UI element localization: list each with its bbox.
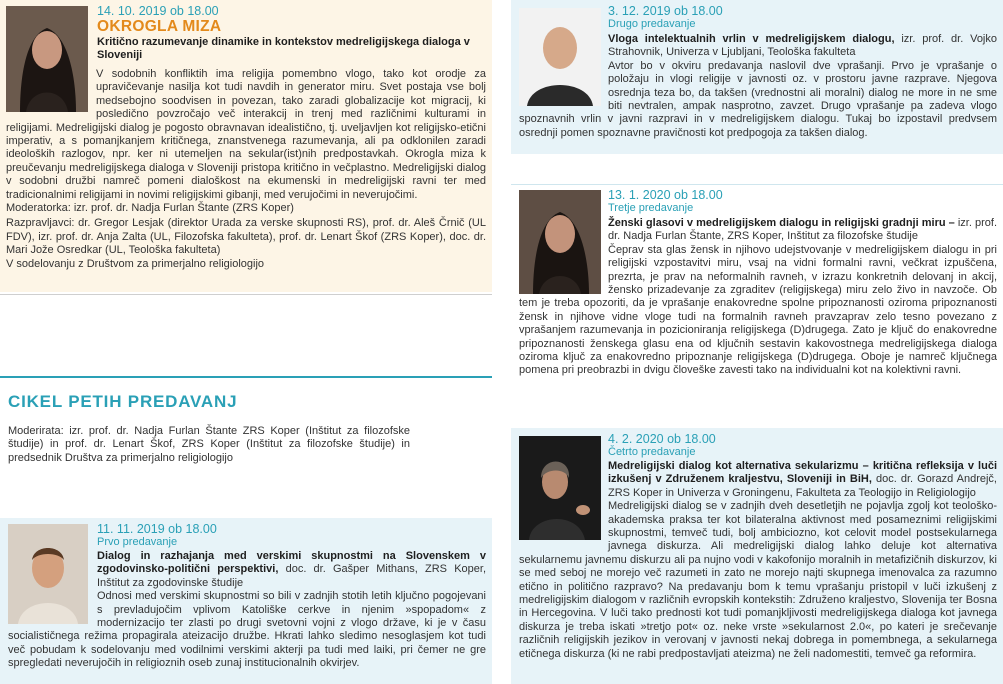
event-date: 14. 10. 2019 ob 18.00	[97, 4, 219, 18]
lecture-label: Četrto predavanje	[608, 446, 696, 458]
lecture-card-3	[511, 184, 1003, 398]
lecture-heading: Ženski glasovi v medreligijskem dialogu in religijski gradnji miru –	[608, 217, 955, 229]
lecture-speaker: izr. prof. dr. Vojko Strahovnik, Univerza v Ljubljani, Teološka fakulteta	[608, 33, 997, 59]
lecture-card-2	[511, 0, 1003, 154]
section-rule	[0, 376, 492, 378]
event-title: OKROGLA MIZA	[97, 18, 222, 35]
lecture-speaker: doc. dr. Gorazd Andrejč, ZRS Koper in Univerza v Groningenu, Fakulteta za Teologijo in Religiologijo	[608, 473, 997, 499]
section-moderators: Moderirata: izr. prof. dr. Nadja Furlan Štante ZRS Koper (Inštitut za filozofske študije) in prof. dr. Lenart Škof, ZRS Koper (Inštitut za filozofske študije) in predsednik Društva za primerjalno religiologijo	[8, 425, 410, 464]
lecture-label: Tretje predavanje	[608, 202, 694, 214]
lecture-date: 4. 2. 2020 ob 18.00	[608, 432, 716, 446]
lecture-card-4	[511, 428, 1003, 684]
lecture-label: Prvo predavanje	[97, 536, 178, 548]
lecture-date: 3. 12. 2019 ob 18.00	[608, 4, 723, 18]
section-title: CIKEL PETIH PREDAVANJ	[8, 392, 238, 411]
lecture-speaker: izr. prof. dr. Nadja Furlan Štante, ZRS Koper, Inštitut za filozofske študije	[608, 217, 997, 243]
lecture-description: Avtor bo v okviru predavanja naslovil dve vprašanji. Prvo je vprašanje o položaju in vlogi religije v javnosti oz. v prostoru javne razprave. Njegova osrednja teza bo, da takšen (vrednostni ali moralni) dialog ne more in ne sme biti nevtralen, ampak nasprotno, zavzet. Drugo vprašanje pa zadeva vlogo spoznavnih vrlin v javni razpravi in v medreligijskem dialogu. Tukaj bo izpostavil predvsem osrednji pomen spoznavne pravičnosti kot predpogoja za takšen dialog.	[519, 59, 997, 139]
cooperation-text: V sodelovanju z Društvom za primerjalno religiologijo	[6, 257, 265, 270]
card-top-rule	[511, 184, 1003, 185]
lecture-date: 13. 1. 2020 ob 18.00	[608, 188, 723, 202]
event-description: V sodobnih konfliktih ima religija pomembno vlogo, tako kot orodje za upravičevanje nasilja kot tudi navdih in generator miru. Svet postaja vse bolj medsebojno soodvisen in povezan, tako zaradi globalizacije kot migracij, ki posledično povzročajo več interakcij in trenj med različnimi kulturami in religijami. Medreligijski dialog je pogosto obravnavan idealistično, tj. uveljavljen kot religijsko-etični imperativ, a s pomanjkanjem kritičnega, znanstvenega razumevanja, ali pa odklonilen zaradi ideoloških razlogov, npr. ker ni utemeljen na sekular(ist)nih predpostavkah. Okrogla miza k preučevanju medreligijskega dialoga v Sloveniji pristopa kritično in večplastno. Medreligijski dialog v sodobni družbi namreč pomeni dialoškost na ekumenski in medreligijski ravni ter med tradicionalnimi religijami in novimi religijskimi gibanji, med verujočimi in neverujočimi.	[6, 68, 486, 201]
lecture-description: Čeprav sta glas žensk in njihovo udejstvovanje v medreligijskem dialogu in pri religijski vzpostavitvi miru, vsaj na vidni formalni ravni, večkrat izpuščena, prezrta, je prav na neformalnih ravneh, v izrazu konkretnih delovanj in akcij, žensko prizadevanje za zgraditev (religijskega) miru zelo živo in navzoče. Ob tem je treba opozoriti, da je vprašanje enakovredne spolne pripoznanosti oziroma pripoznanosti žensk in njihove vidne vloge tudi na formalnih ravneh pravzaprav zelo tesno povezano z vprašanjem razumevanja in pozicioniranja religijskega (D)drugega. Zato je ključ do enakovredne pripoznanosti ženskega glasu ena od ključnih sestavin kakovostnega medreligijskega dialoga oziroma ključ za enakovredno pripoznanje religijskega (D)drugega. Oboje je namreč ključnega pomena pri preobrazbi in dvigu človeške zavesti tako na individualni kot na kolektivni ravni.	[519, 243, 997, 377]
lecture-description: Medreligijski dialog se v zadnjih dveh desetletjih ne pojavlja zgolj kot teološko-akademska praksa ter kot bilateralna aktivnost med posameznimi religijskimi skupnostmi, temveč tudi, bolj ambiciozno, kot celovit model postsekularnega javnega diskurza. Ali medreligijski dialog lahko deluje kot alternativa sekularnemu javnemu diskurzu ali pa nujno vodi v kakofonijo moralnih in metafizičnih diskurzov, ki se med seboj ne morejo več razumeti in zato ne morejo najti skupnega imenovalca za razumno etično in politično razpravo? Na predavanju bom k temu vprašanju pristopil v luči izkušenj z medreligijskim dialogom v različnih evropskih kontekstih: Združeno kraljestvo, Slovenija ter Bosna in Hercegovina. V luči tako prednosti kot tudi pomanjkljivosti medreligijskega dialoga kot javnega diskurza je treba iskati »tretjo pot« oz. neke vrste »sekularnost 2.0«, po kateri je srečevanje različnih religijskih jezikov in verovanj v javnosti nekaj dobrega in pomembnega, a sekularnega etičnega diskurza (ki ne rabi predpostavljati ateizma) ne želi nadomestiti, temveč ga reformira.	[519, 500, 997, 660]
lecture-card-1	[0, 518, 492, 684]
lecture-heading: Vloga intelektualnih vrlin v medreligijskem dialogu,	[608, 33, 895, 45]
lecture-label: Drugo predavanje	[608, 18, 696, 30]
moderator-text: Moderatorka: izr. prof. dr. Nadja Furlan Štante (ZRS Koper)	[6, 202, 294, 215]
lecture-heading: Medreligijski dialog kot alternativa sekularizmu – kritična refleksija v luči izkušenj v Združenem kraljestvu, Sloveniji in BiH,	[608, 460, 997, 486]
lecture-speaker: doc. dr. Gašper Mithans, ZRS Koper, Inštitut za zgodovinske študije	[97, 563, 486, 589]
lecture-heading: Dialog in razhajanja med verskimi skupnostmi na Slovenskem v zgodovinsko-politični perspektivi,	[97, 550, 486, 576]
panelists-text: Razpravljavci: dr. Gregor Lesjak (direktor Urada za verske skupnosti RS), prof. dr. Aleš Črnič (UL FDV), izr. prof. dr. Anja Zalta (UL, Filozofska fakulteta), prof. dr. Lenart Škof (ZRS Koper), doc. dr. Mari Jože Osredkar (UL, Teološka fakulteta)	[6, 217, 486, 257]
divider	[0, 294, 492, 295]
event-heading: Kritično razumevanje dinamike in kontekstov medreligijskega dialoga v Sloveniji	[97, 36, 470, 62]
lecture-date: 11. 11. 2019 ob 18.00	[97, 522, 217, 536]
round-table-card	[0, 0, 492, 292]
lecture-description: Odnosi med verskimi skupnostmi so bili v zadnjih stotih letih ključno pogojevani s prevladujočim vplivom Katoliške cerkve in njenim »spopadom« z modernizacijo ter zlasti po drugi svetovni vojni z vlogo države, ki je v času socialističnega režima propagirala ateizacijo družbe. Hkrati lahko sledimo nesoglasjem kot tudi več pobudam k sodelovanju med vodilnimi verskimi akterji pa tudi med laiki, pri čemer ne gre spregledati neverujočih in religioznih oseb zunaj institucionalnih okvirjev.	[8, 590, 486, 670]
